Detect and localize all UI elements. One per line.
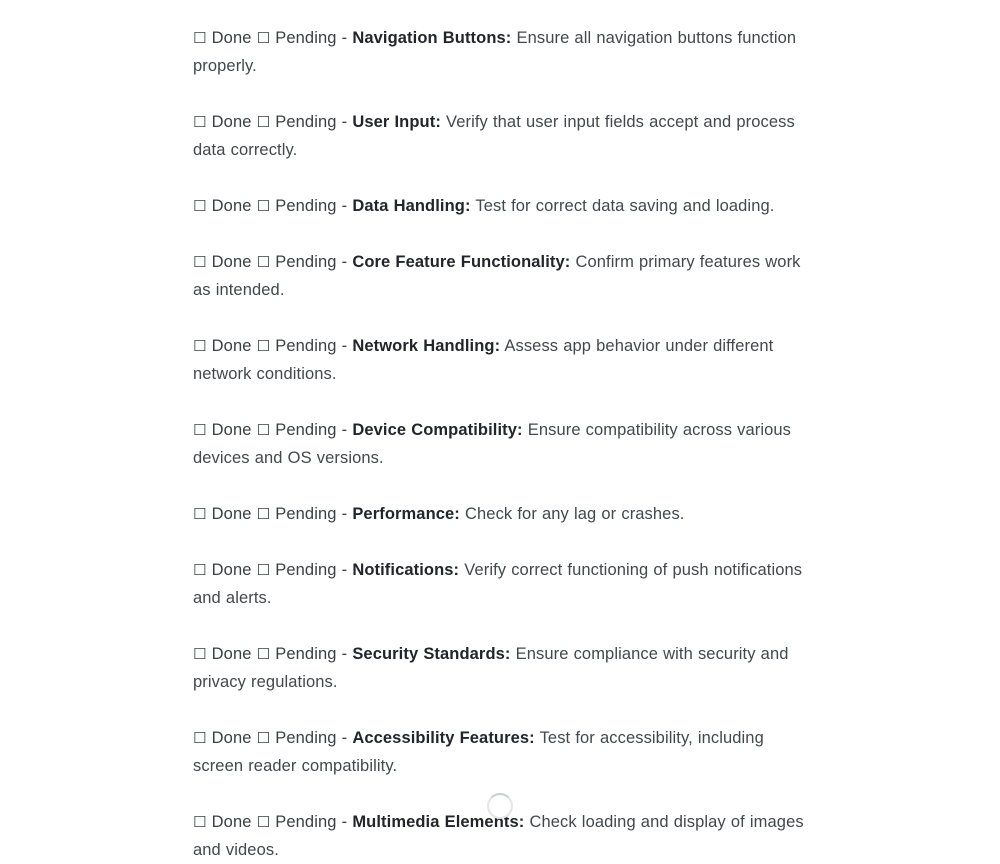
separator: - — [341, 113, 348, 131]
item-label: Core Feature Functionality: — [352, 253, 571, 271]
separator: - — [341, 29, 348, 47]
done-checkbox[interactable]: ☐ — [193, 421, 207, 439]
done-checkbox[interactable]: ☐ — [193, 561, 207, 579]
list-item — [193, 192, 813, 220]
item-description: Ensure all navigation buttons function properly. — [193, 29, 797, 75]
done-label: Done — [211, 729, 252, 747]
done-checkbox[interactable]: ☐ — [193, 197, 207, 215]
pending-checkbox[interactable]: ☐ — [256, 729, 271, 747]
separator: - — [341, 197, 348, 215]
item-description: Test for accessibility, including screen reader compatibility. — [193, 729, 764, 775]
pending-label: Pending — [275, 729, 337, 747]
pending-checkbox[interactable]: ☐ — [256, 561, 271, 579]
separator: - — [341, 729, 348, 747]
list-item — [193, 724, 813, 780]
pending-label: Pending — [275, 561, 337, 579]
pending-checkbox[interactable]: ☐ — [256, 197, 271, 215]
item-label: Data Handling: — [352, 197, 471, 215]
item-label: Security Standards: — [352, 645, 511, 663]
separator: - — [341, 421, 348, 439]
list-item — [193, 332, 813, 388]
done-label: Done — [211, 197, 252, 215]
done-label: Done — [211, 337, 252, 355]
done-label: Done — [211, 645, 252, 663]
list-item — [193, 640, 813, 696]
list-item — [193, 556, 813, 612]
item-label: Multimedia Elements: — [352, 813, 525, 831]
item-label: Navigation Buttons: — [352, 29, 512, 47]
pending-label: Pending — [275, 29, 337, 47]
pending-checkbox[interactable]: ☐ — [256, 113, 271, 131]
done-label: Done — [211, 505, 252, 523]
pending-checkbox[interactable]: ☐ — [256, 29, 271, 47]
item-label: Network Handling: — [352, 337, 501, 355]
list-item — [193, 24, 813, 80]
list-item — [193, 500, 813, 528]
separator: - — [341, 561, 348, 579]
item-label: Performance: — [352, 505, 460, 523]
checklist — [193, 24, 813, 864]
separator: - — [341, 505, 348, 523]
pending-checkbox[interactable]: ☐ — [256, 645, 271, 663]
done-label: Done — [211, 29, 252, 47]
list-item — [193, 808, 813, 864]
item-description: Verify that user input fields accept and process data correctly. — [193, 113, 795, 159]
item-label: Device Compatibility: — [352, 421, 523, 439]
done-checkbox[interactable]: ☐ — [193, 29, 207, 47]
done-label: Done — [211, 421, 252, 439]
pending-checkbox[interactable]: ☐ — [256, 421, 271, 439]
item-description: Verify correct functioning of push notifications and alerts. — [193, 561, 803, 607]
item-description: Test for correct data saving and loading. — [475, 197, 775, 215]
list-item — [193, 248, 813, 304]
separator: - — [341, 813, 348, 831]
item-description: Check loading and display of images and videos. — [193, 813, 804, 859]
separator: - — [341, 645, 348, 663]
pending-checkbox[interactable]: ☐ — [256, 253, 271, 271]
done-label: Done — [211, 253, 252, 271]
item-description: Confirm primary features work as intended. — [193, 253, 801, 299]
item-description: Ensure compliance with security and privacy regulations. — [193, 645, 789, 691]
pending-label: Pending — [275, 253, 337, 271]
pending-label: Pending — [275, 113, 337, 131]
pending-checkbox[interactable]: ☐ — [256, 813, 271, 831]
separator: - — [341, 337, 348, 355]
list-item — [193, 416, 813, 472]
separator: - — [341, 253, 348, 271]
pending-checkbox[interactable]: ☐ — [256, 505, 271, 523]
done-checkbox[interactable]: ☐ — [193, 113, 207, 131]
pending-label: Pending — [275, 505, 337, 523]
pending-label: Pending — [275, 813, 337, 831]
item-label: Notifications: — [352, 561, 460, 579]
done-label: Done — [211, 813, 252, 831]
done-checkbox[interactable]: ☐ — [193, 645, 207, 663]
pending-label: Pending — [275, 337, 337, 355]
item-description: Assess app behavior under different network conditions. — [193, 337, 774, 383]
pending-label: Pending — [275, 421, 337, 439]
done-checkbox[interactable]: ☐ — [193, 337, 207, 355]
item-label: User Input: — [352, 113, 441, 131]
pending-label: Pending — [275, 197, 337, 215]
done-checkbox[interactable]: ☐ — [193, 505, 207, 523]
done-label: Done — [211, 113, 252, 131]
pending-label: Pending — [275, 645, 337, 663]
item-description: Check for any lag or crashes. — [465, 505, 685, 523]
item-description: Ensure compatibility across various devices and OS versions. — [193, 421, 792, 467]
done-checkbox[interactable]: ☐ — [193, 729, 207, 747]
item-label: Accessibility Features: — [352, 729, 535, 747]
done-checkbox[interactable]: ☐ — [193, 813, 207, 831]
done-checkbox[interactable]: ☐ — [193, 253, 207, 271]
list-item — [193, 108, 813, 164]
done-label: Done — [211, 561, 252, 579]
pending-checkbox[interactable]: ☐ — [256, 337, 271, 355]
